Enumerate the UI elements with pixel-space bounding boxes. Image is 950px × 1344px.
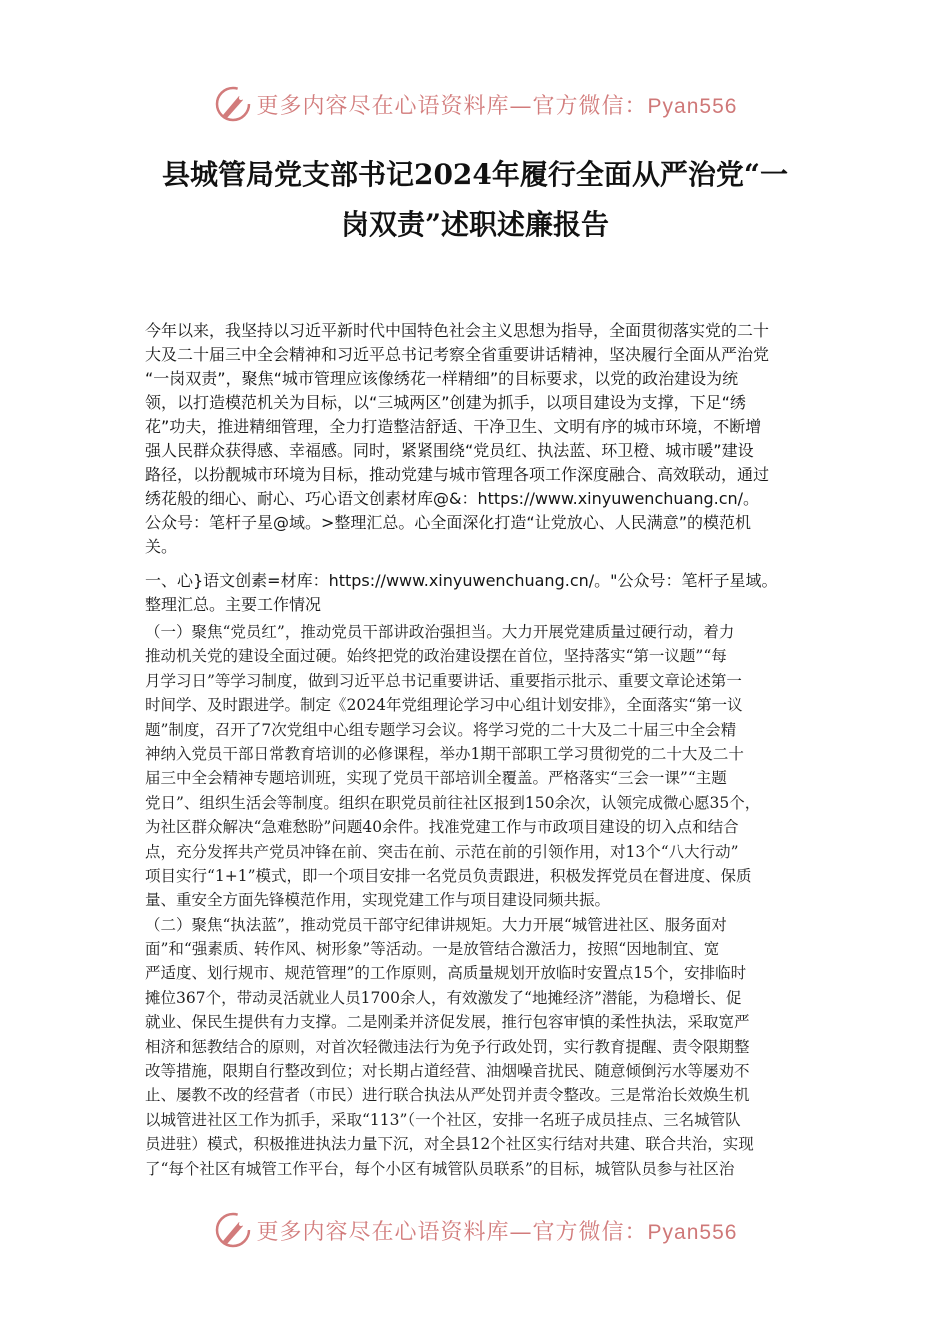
- text-line: 一、心}语文创素=材库：https://www.xinyuwenchuang.cn/。"公众号：笔杆子星域。: [145, 571, 778, 590]
- text-line: 摊位367个，带动灵活就业人员1700余人，有效激发了“地摊经济”潜能，为稳增长、促: [145, 988, 742, 1007]
- text-line: 届三中全会精神专题培训班，实现了党员干部培训全覆盖。严格落实“三会一课”“主题: [145, 769, 727, 788]
- document-title: [0, 150, 950, 250]
- footer-watermark-banner: [0, 1208, 950, 1252]
- header-watermark-banner: [0, 82, 950, 126]
- banner-wechat-id: Pyan556: [647, 94, 738, 118]
- text-line: （一）聚焦“党员红”，推动党员干部讲政治强担当。大力开展党建质量过硬行动，着力: [145, 623, 735, 641]
- banner-label: 更多内容尽在心语资料库—官方微信：: [256, 93, 648, 119]
- banner-label: 更多内容尽在心语资料库—官方微信：: [256, 1219, 648, 1245]
- pen-nib-icon: [213, 84, 253, 124]
- text-line: 关。: [145, 537, 178, 556]
- text-line: 止、屡教不改的经营者（市民）进行联合执法从严处罚并责令整改。三是常治长效焕生机: [145, 1086, 750, 1105]
- title-line: 县城管局党支部书记2024年履行全面从严治党“一: [161, 158, 789, 191]
- text-line: 绣花般的细心、耐心、巧心语文创素材库@&：https://www.xinyuwenchuang.cn/。: [145, 489, 760, 508]
- text-line: 了“每个社区有城管工作平台，每个小区有城管队员联系”的目标，城管队员参与社区治: [145, 1159, 735, 1178]
- text-line: 时间学、及时跟进学。制定《2024年党组理论学习中心组计划安排》，全面落实“第一议: [145, 696, 743, 715]
- text-line: 月学习日”等学习制度，做到习近平总书记重要讲话、重要指示批示、重要文章论述第一: [145, 671, 742, 690]
- text-line: 面”和“强素质、转作风、树形象”等活动。一是放管结合激活力，按照“因地制宜、宽: [145, 940, 720, 959]
- text-line: 整理汇总。主要工作情况: [145, 595, 322, 614]
- text-line: 大及二十届三中全会精神和习近平总书记考察全省重要讲话精神，坚决履行全面从严治党: [145, 345, 770, 364]
- intro-paragraph: [145, 319, 813, 559]
- body-paragraphs: [145, 620, 813, 1181]
- text-line: 相济和惩教结合的原则，对首次轻微违法行为免予行政处罚，实行教育提醒、责令限期整: [145, 1037, 750, 1056]
- text-line: 路径，以扮靓城市环境为目标，推动党建与城市管理各项工作深度融合、高效联动，通过: [145, 465, 770, 484]
- text-line: 员进驻）模式，积极推进执法力量下沉，对全县12个社区实行结对共建、联合共治，实现: [145, 1135, 754, 1154]
- text-line: 严适度、划行规市、规范管理”的工作原则，高质量规划开放临时安置点15个，安排临时: [145, 964, 747, 983]
- banner-text: [257, 1215, 738, 1246]
- banner-wechat-id: Pyan556: [647, 1220, 738, 1244]
- text-line: 为社区群众解决“急难愁盼”问题40余件。找准党建工作与市政项目建设的切入点和结合: [145, 818, 739, 837]
- text-line: 题”制度，召开了7次党组中心组专题学习会议。将学习党的二十大及二十届三中全会精: [145, 720, 737, 739]
- text-line: 量、重安全方面先锋模范作用，实现党建工作与项目建设同频共振。: [145, 891, 611, 910]
- text-line: 今年以来，我坚持以习近平新时代中国特色社会主义思想为指导，全面贯彻落实党的二十: [145, 321, 770, 340]
- text-line: 党日”、组织生活会等制度。组织在职党员前往社区报到150余次，认领完成微心愿35个，: [145, 793, 761, 812]
- text-line: 改等措施，限期自行整改到位；对长期占道经营、油烟噪音扰民、随意倾倒污水等屡劝不: [145, 1062, 750, 1081]
- text-line: 点，充分发挥共产党员冲锋在前、突击在前、示范在前的引领作用，对13个“八大行动”: [145, 842, 739, 861]
- text-line: 推动机关党的建设全面过硬。始终把党的政治建设摆在首位，坚持落实“第一议题”“每: [145, 647, 727, 666]
- banner-text: [257, 89, 738, 120]
- pen-nib-icon: [213, 1210, 253, 1250]
- section-heading: [145, 569, 813, 617]
- text-line: 领，以打造模范机关为目标，以“三城两区”创建为抓手，以项目建设为支撑，下足“绣: [145, 393, 746, 412]
- text-line: 以城管进社区工作为抓手，采取“113”（一个社区，安排一名班子成员挂点、三名城管队: [145, 1110, 741, 1129]
- title-line: 岗双责”述职述廉报告: [340, 208, 610, 241]
- text-line: （二）聚焦“执法蓝”，推动党员干部守纪律讲规矩。大力开展“城管进社区、服务面对: [145, 915, 727, 934]
- text-line: 强人民群众获得感、幸福感。同时，紧紧围绕“党员红、执法蓝、环卫橙、城市暖”建设: [145, 441, 754, 460]
- text-line: “一岗双责”，聚焦“城市管理应该像绣花一样精细”的目标要求，以党的政治建设为统: [145, 369, 739, 388]
- text-line: 项目实行“1+1”模式，即一个项目安排一名党员负责跟进，积极发挥党员在督进度、保质: [145, 866, 752, 885]
- text-line: 就业、保民生提供有力支撑。二是刚柔并济促发展，推行包容审慎的柔性执法，采取宽严: [145, 1013, 750, 1032]
- text-line: 公众号：笔杆子星@域。>整理汇总。心全面深化打造“让党放心、人民满意”的模范机: [145, 513, 751, 532]
- text-line: 神纳入党员干部日常教育培训的必修课程，举办1期干部职工学习贯彻党的二十大及二十: [145, 744, 744, 763]
- text-line: 花”功夫，推进精细管理，全力打造整洁舒适、干净卫生、文明有序的城市环境，不断增: [145, 417, 762, 436]
